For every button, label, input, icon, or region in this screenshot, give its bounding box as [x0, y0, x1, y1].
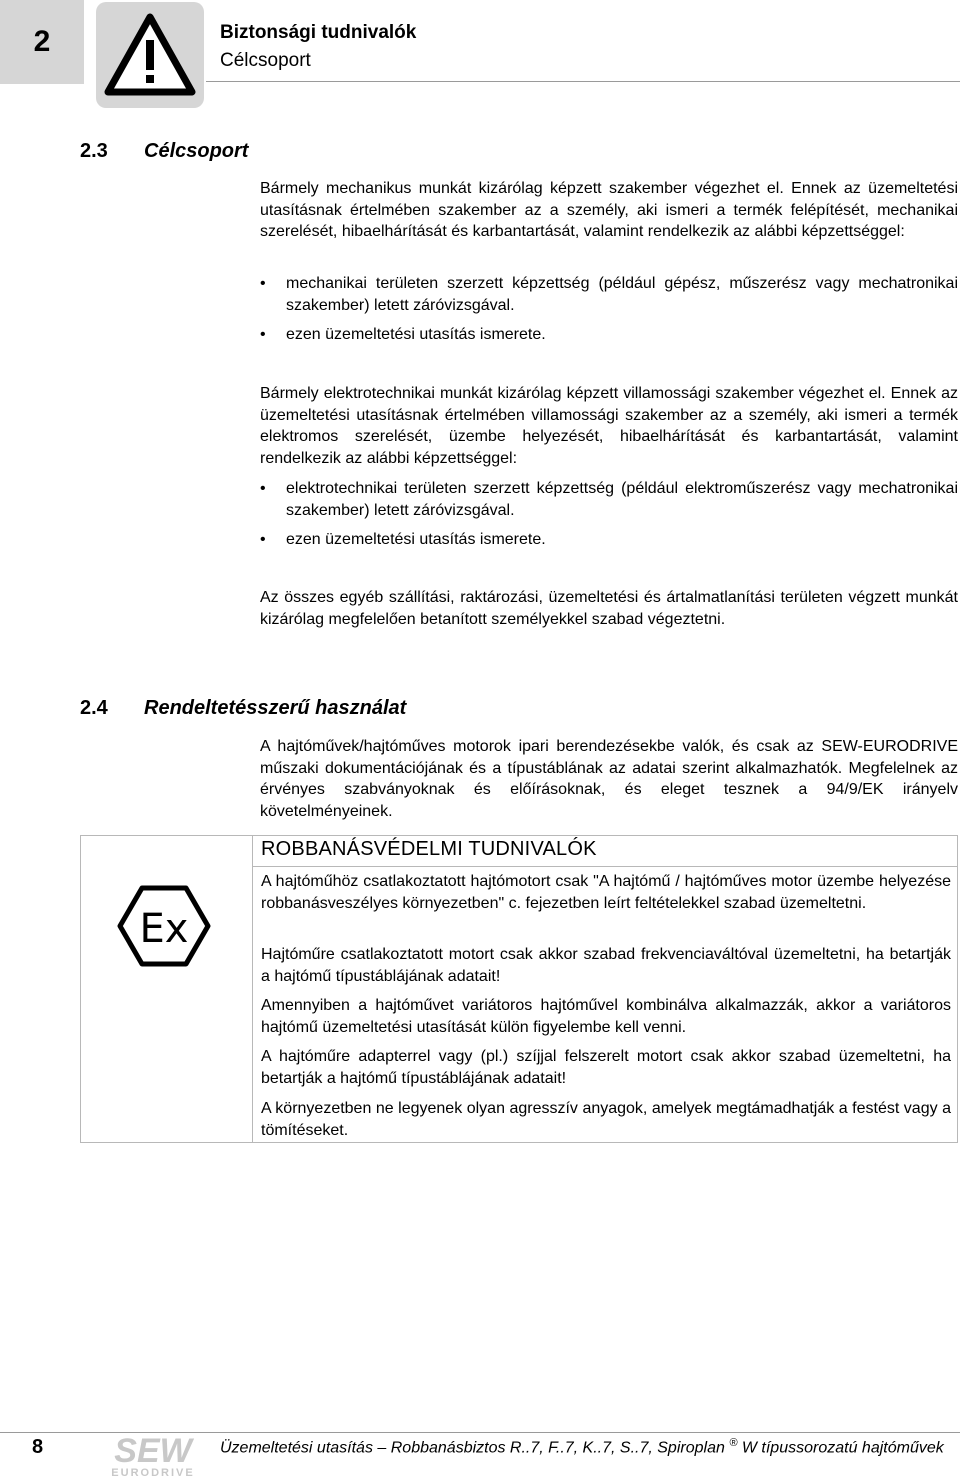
- notice-paragraph: Hajtóműre csatlakoztatott motort csak akkor szabad frekvenciaváltóval üzemeltetni, ha betartják a hajtómű típustáblájának adatait!: [261, 946, 951, 985]
- warning-triangle-icon: [104, 12, 196, 98]
- section-heading-2-3: [80, 140, 248, 163]
- notice-paragraph: A hajtóműre adapterrel vagy (pl.) szíjjal felszerelt motort csak akkor szabad üzemeltetni, ha betartják a hajtómű típustáblájának adatait!: [261, 1048, 951, 1087]
- section-title: Rendeltetésszerű használat: [144, 697, 407, 719]
- footer-text: Üzemeltetési utasítás – Robbanásbiztos R..7, F..7, K..7, S..7, Spiroplan: [220, 1439, 725, 1457]
- list-item: • elektrotechnikai területen szerzett képzettség (például elektroműszerész vagy mechatronikai szakember) letett záróvizsgával.: [260, 478, 958, 521]
- list-item: • ezen üzemeltetési utasítás ismerete.: [260, 324, 958, 346]
- list-item: • mechanikai területen szerzett képzettség (például gépész, műszerész vagy mechatronikai szakember) letett záróvizsgával.: [260, 273, 958, 316]
- section-heading-2-4: [80, 697, 406, 720]
- paragraph-mechanical: Bármely mechanikus munkát kizárólag képzett szakember végezhet el. Ennek az üzemeltetési utasításnak értelmében szakember az a személy, aki ismeri a termék felépítését, mechanikai szerelését, hibaelhárítását és karbantartását, valamint rendelkezik az alábbi képzettséggel:: [260, 180, 958, 240]
- section-title: Célcsoport: [144, 140, 249, 162]
- section-number: 2.3: [80, 140, 108, 162]
- sew-eurodrive-logo: [98, 1432, 208, 1483]
- page-number: 8: [32, 1436, 44, 1458]
- bullet-list-electrical: [260, 478, 958, 559]
- list-item: • ezen üzemeltetési utasítás ismerete.: [260, 529, 958, 551]
- notice-paragraph: A környezetben ne legyenek olyan agresszív anyagok, amelyek megtámadhatják a festést vagy a tömítéseket.: [261, 1100, 951, 1139]
- header-title: Biztonsági tudnivalók: [220, 22, 417, 43]
- paragraph-electrical: Bármely elektrotechnikai munkát kizárólag képzett villamossági szakember végezhet el. Ennek az üzemeltetési utasításnak értelmében villamossági szakember az a személy, aki ismeri a termék elektromos szerelését, üzembe helyezését, hibaelhárítását és karbantartását, valamint rendelkezik az alábbi képzettséggel:: [260, 385, 958, 467]
- warning-box: [96, 2, 204, 108]
- title-divider: [253, 866, 958, 867]
- footer-text-end: W típussorozatú hajtóművek: [737, 1439, 944, 1457]
- bullet-list-mechanical: [260, 273, 958, 354]
- paragraph-other-work: Az összes egyéb szállítási, raktározási, üzemeltetési és ártalmatlanítási területen végzett munkát kizárólag megfelelően betanított személyekkel szabad végeztetni.: [260, 589, 958, 628]
- explosion-notice-title: ROBBANÁSVÉDELMI TUDNIVALÓK: [261, 838, 597, 860]
- chapter-number-tab: [0, 0, 84, 84]
- header-subtitle: Célcsoport: [220, 50, 311, 71]
- paragraph-intended-use: A hajtóművek/hajtóműves motorok ipari berendezésekbe valók, és csak az SEW-EURODRIVE műszaki dokumentációjának és a típustáblának az adatai szerint alkalmazhatók. Megfelelnek az érvényes szabványoknak és előírásoknak, és eleget tesznek a 94/9/EK irányelv követelményeinek.: [260, 738, 958, 820]
- section-number: 2.4: [80, 697, 108, 719]
- ex-icon-label: Ex: [139, 906, 189, 952]
- svg-text:SEW: SEW: [114, 1432, 192, 1470]
- svg-text:EURODRIVE: EURODRIVE: [111, 1467, 195, 1478]
- notice-paragraph: Amennyiben a hajtóművet variátoros hajtóművel kombinálva alkalmazzák, akkor a variátoros hajtómű üzemeltetési utasítását külön figyelembe kell venni.: [261, 997, 951, 1036]
- chapter-number: 2: [33, 25, 51, 58]
- footer-document-title: [220, 1437, 944, 1457]
- header-divider: [206, 81, 960, 82]
- ex-hexagon-icon: [116, 884, 212, 973]
- registered-mark: ®: [729, 1437, 738, 1449]
- notice-paragraph: A hajtóműhöz csatlakoztatott hajtómotort csak "A hajtómű / hajtóműves motor üzembe helyezése robbanásveszélyes környezetben" c. fejezetben leírt feltételekkel szabad üzemeltetni.: [261, 873, 951, 912]
- box-divider: [252, 835, 253, 1143]
